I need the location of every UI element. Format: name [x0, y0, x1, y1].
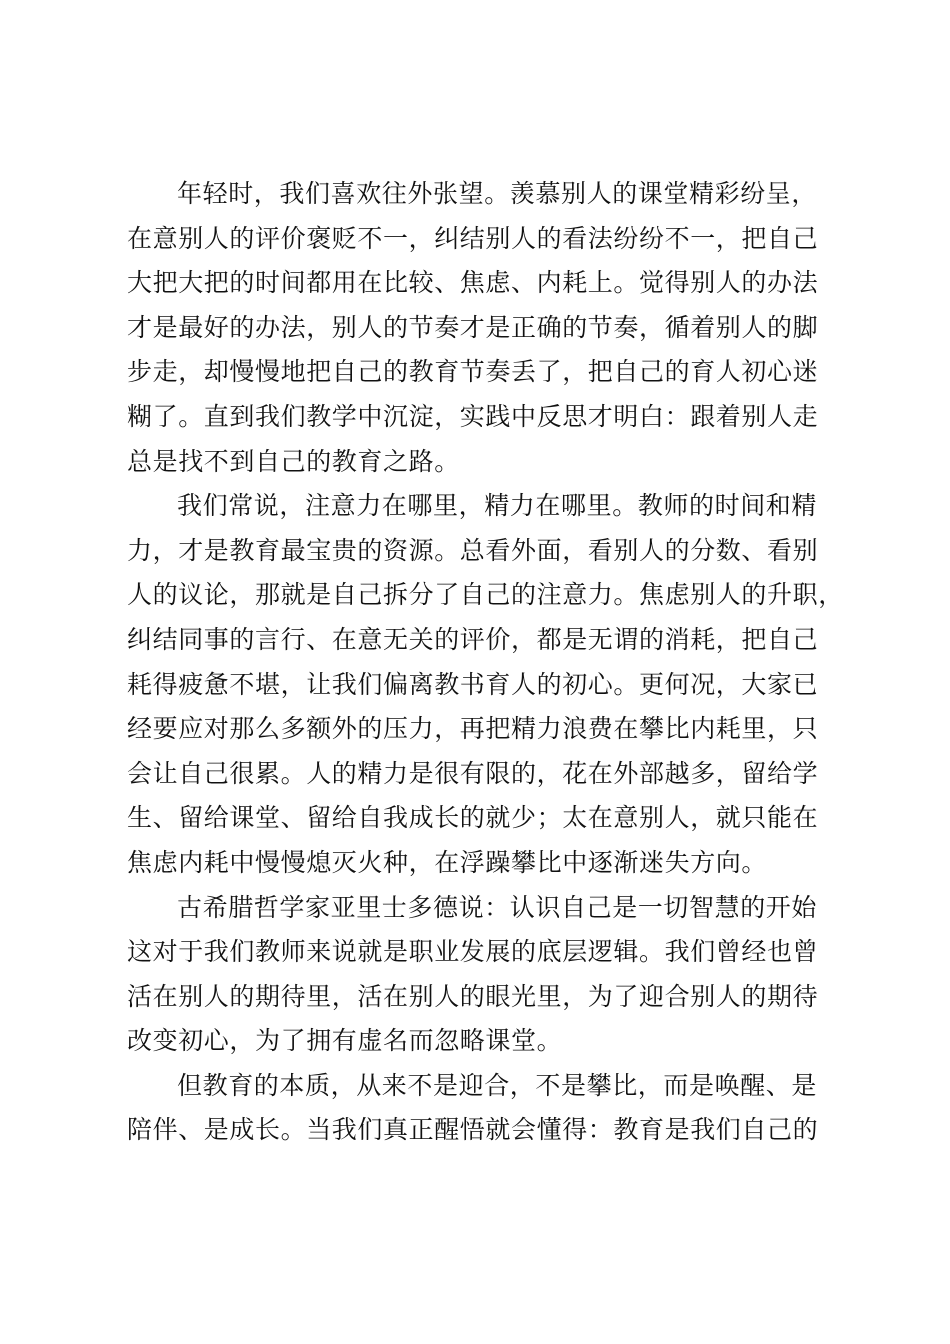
- text-line: 大把大把的时间都用在比较、焦虑、内耗上。觉得别人的办法: [127, 268, 819, 298]
- text-line: 古希腊哲学家亚里士多德说：认识自己是一切智慧的开始: [177, 892, 818, 922]
- paragraph-3: [127, 886, 831, 1064]
- text-line: 才是最好的办法，别人的节奏才是正确的节奏，循着别人的脚: [127, 312, 819, 342]
- text-line: 我们常说，注意力在哪里，精力在哪里。教师的时间和精: [177, 491, 818, 521]
- text-line: 糊了。直到我们教学中沉淀，实践中反思才明白：跟着别人走: [127, 401, 819, 431]
- text-line: 人的议论，那就是自己拆分了自己的注意力。焦虑别人的升职，: [127, 580, 844, 610]
- text-line: 活在别人的期待里，活在别人的眼光里，为了迎合别人的期待: [127, 981, 819, 1011]
- text-line: 纠结同事的言行、在意无关的评价，都是无谓的消耗，把自己: [127, 624, 819, 654]
- text-line: 生、留给课堂、留给自我成长的就少；太在意别人，就只能在: [127, 803, 819, 833]
- text-line: 陪伴、是成长。当我们真正醒悟就会懂得：教育是我们自己的: [127, 1115, 819, 1145]
- text-line: 经要应对那么多额外的压力，再把精力浪费在攀比内耗里，只: [127, 714, 819, 744]
- text-line: 在意别人的评价褒贬不一，纠结别人的看法纷纷不一，把自己: [127, 223, 819, 253]
- text-line: 改变初心，为了拥有虚名而忽略课堂。: [127, 1026, 563, 1056]
- text-line: 耗得疲惫不堪，让我们偏离教书育人的初心。更何况，大家已: [127, 669, 819, 699]
- paragraph-1: [127, 172, 831, 484]
- text-line: 焦虑内耗中慢慢熄灭火种，在浮躁攀比中逐渐迷失方向。: [127, 847, 768, 877]
- text-line: 但教育的本质，从来不是迎合，不是攀比，而是唤醒、是: [177, 1070, 818, 1100]
- paragraph-4: [127, 1064, 831, 1153]
- text-line: 总是找不到自己的教育之路。: [127, 446, 460, 476]
- document-body: [127, 172, 844, 1153]
- text-line: 会让自己很累。人的精力是很有限的，花在外部越多，留给学: [127, 758, 819, 788]
- paragraph-2: [127, 484, 844, 885]
- text-line: 步走，却慢慢地把自己的教育节奏丢了，把自己的育人初心迷: [127, 357, 819, 387]
- text-line: 年轻时，我们喜欢往外张望。羡慕别人的课堂精彩纷呈，: [177, 179, 818, 208]
- text-line: 这对于我们教师来说就是职业发展的底层逻辑。我们曾经也曾: [127, 937, 819, 967]
- text-line: 力，才是教育最宝贵的资源。总看外面，看别人的分数、看别: [127, 535, 819, 565]
